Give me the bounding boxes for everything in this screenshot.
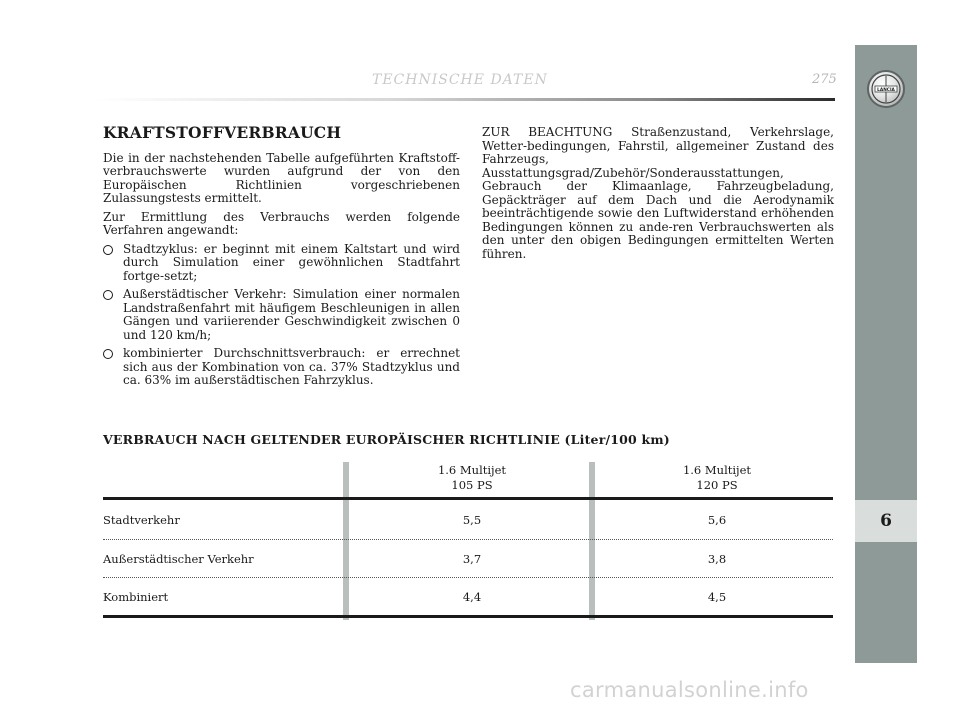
- left-column: [103, 123, 460, 393]
- chapter-sidebar: [855, 45, 917, 663]
- column-header-model: 1.6 Multijet: [682, 463, 752, 477]
- right-column: [482, 126, 834, 266]
- table-cell: 3,8: [707, 552, 727, 566]
- row-divider: [103, 539, 833, 540]
- bullet-circle-icon: [103, 245, 113, 255]
- column-separator: [343, 462, 349, 620]
- page-heading: KRAFTSTOFFVERBRAUCH: [103, 123, 342, 142]
- header-rule: [95, 98, 835, 101]
- table-cell: 4,5: [707, 590, 727, 604]
- column-header-power: 105 PS: [451, 478, 493, 492]
- chapter-tab[interactable]: 6: [855, 500, 917, 542]
- table-cell: 4,4: [462, 590, 482, 604]
- table-cell: 5,5: [462, 513, 482, 527]
- table-bottom-rule: [103, 615, 833, 618]
- table-header-rule: [103, 497, 833, 500]
- bullet-circle-icon: [103, 349, 113, 359]
- column-header-model: 1.6 Multijet: [437, 463, 507, 477]
- page-number: 275: [812, 72, 837, 87]
- bullet-item: [103, 288, 460, 342]
- intro-paragraph: Die in der nachstehenden Tabelle aufgeführten Kraftstoff-verbrauchswerte wurden aufgrund der von den Europäischen Richtlinien vorgeschriebenen Zulassungstests ermittelt.: [103, 150, 460, 205]
- section-title: TECHNISCHE DATEN: [372, 72, 548, 88]
- bullet-circle-icon: [103, 290, 113, 300]
- row-divider: [103, 577, 833, 578]
- bullet-text: Außerstädtischer Verkehr: Simulation einer normalen Landstraßenfahrt mit häufigem Beschleunigen in allen Gängen und variierender Geschwindigkeit zwischen 0 und 120 km/h;: [123, 287, 460, 342]
- bullet-item: [103, 243, 460, 284]
- row-label: Stadtverkehr: [103, 513, 180, 527]
- table-cell: 3,7: [462, 552, 482, 566]
- column-header: [352, 463, 592, 493]
- bullet-text: kombinierter Durchschnittsverbrauch: er errechnet sich aus der Kombination von ca. 37% Stadtzyklus und ca. 63% im außerstädtischen Fahrzyklus.: [123, 346, 460, 387]
- column-header-power: 120 PS: [696, 478, 738, 492]
- note-paragraph: ZUR BEACHTUNG Straßenzustand, Verkehrslage, Wetter-bedingungen, Fahrstil, allgemeiner Zustand des Fahrzeugs, Ausstattungsgrad/Zubehör/Sonderausstattungen, Gebrauch der Klimaanlage, Fahrzeugbeladung, Gepäckträger auf dem Dach und die Aerodynamik beeinträchtigende sowie den Luftwiderstand erhöhenden Bedingungen können zu ande-ren Verbrauchswerten als den unter den obigen Bedingungen ermittelten Werten führen.: [482, 125, 834, 261]
- bullet-item: [103, 347, 460, 388]
- table-cell: 5,6: [707, 513, 727, 527]
- row-label: Außerstädtischer Verkehr: [103, 552, 254, 566]
- column-header: [597, 463, 837, 493]
- methods-intro: Zur Ermittlung des Verbrauchs werden folgende Verfahren angewandt:: [103, 209, 460, 237]
- row-label: Kombiniert: [103, 590, 169, 604]
- lancia-logo-icon: [867, 70, 905, 108]
- logo-text: LANCIA: [877, 88, 895, 93]
- table-title: VERBRAUCH NACH GELTENDER EUROPÄISCHER RICHTLINIE (Liter/100 km): [103, 432, 670, 447]
- watermark: carmanualsonline.info: [570, 678, 809, 702]
- bullet-text: Stadtzyklus: er beginnt mit einem Kaltstart und wird durch Simulation einer gewöhnlichen Stadtfahrt fortge-setzt;: [123, 241, 460, 283]
